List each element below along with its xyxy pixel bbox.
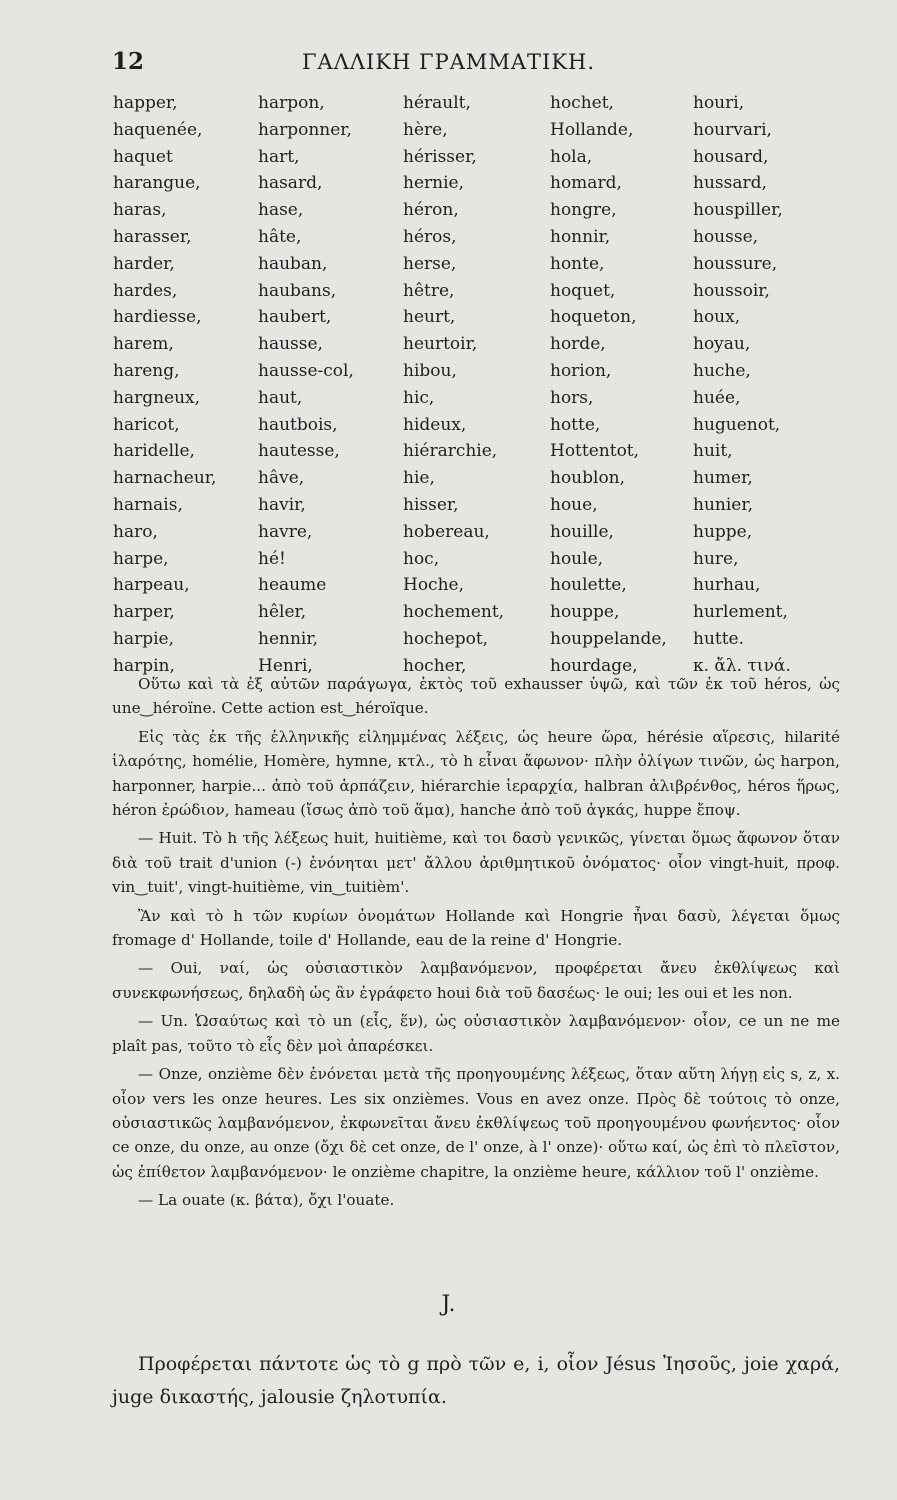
word-entry: heurtoir, [403, 334, 478, 355]
word-entry: hoc, [403, 548, 440, 569]
word-entry: haquenée, [113, 119, 203, 140]
word-entry: harnacheur, [113, 468, 217, 489]
word-entry: houe, [550, 494, 598, 515]
word-entry: κ. ἄλ. τινά. [693, 655, 791, 676]
word-entry: housard, [693, 146, 769, 167]
word-entry: harnais, [113, 494, 183, 515]
word-entry: hennir, [258, 628, 319, 649]
word-entry: hurhau, [693, 575, 761, 596]
word-entry: hase, [258, 200, 304, 221]
word-entry: harem, [113, 334, 174, 355]
running-title: ΓΑΛΛΙΚΗ ΓΡΑΜΜΑΤΙΚΗ. [301, 50, 596, 74]
word-column-2 [258, 90, 408, 680]
word-entry: houssure, [693, 253, 778, 274]
word-entry: houri, [693, 93, 745, 113]
word-entry: harponner, [258, 119, 352, 140]
word-entry: happer, [113, 93, 178, 113]
word-entry: hardiesse, [113, 307, 202, 328]
word-entry: hautbois, [258, 414, 338, 435]
word-entry: hérisser, [403, 146, 477, 167]
word-entry: hotte, [550, 414, 601, 435]
word-entry: hausse, [258, 334, 323, 355]
word-entry: héros, [403, 226, 457, 247]
word-entry: huppe, [693, 521, 753, 542]
word-entry: hiérarchie, [403, 441, 498, 462]
word-entry: houlette, [550, 575, 627, 596]
word-entry: homard, [550, 173, 622, 194]
paragraph-huit: — Huit. Τὸ h τῆς λέξεως huit, huitième, καὶ τοι δασὺ γενικῶς, γίνεται ὅμως ἄφωνον ὅταν διὰ τοῦ trait d'union (-) ἑνόνηται μετ' ἄλλου ἀριθμητικοῦ ὀνόματος· οἷον vingt-huit, προφ. vin‿tuit', vingt-huitième, vin‿tuitièm'. [112, 829, 840, 897]
word-entry: houspiller, [693, 200, 783, 221]
page-header [0, 48, 897, 82]
word-entry: hochement, [403, 602, 505, 623]
word-entry: huée, [693, 387, 741, 408]
paragraph-onze: — Onze, onzième δὲν ἑνόνεται μετὰ τῆς προηγουμένης λέξεως, ὅταν αὕτη λήγῃ εἰς s, z, x. οἷον vers les onze heures. Les six onzièmes. Vous en avez onze. Πρὸς δὲ τούτοις τὸ onze, οὐσιαστικῶς λαμβανόμενον, ἐκφωνεῖται ἄνευ ἐκθλίψεως τοῦ προηγουμένου φωνήεντος· οἷον ce onze, du onze, au onze (ὄχι δὲ cet onze, de l' onze, à l' onze)· οὕτω καί, ὡς ἐπὶ τὸ πλεῖστον, ὡς ἐπίθετον λαμβανόμενον· le onzième chapitre, la onzième heure, κάλλιον τοῦ l' onzième. [112, 1065, 840, 1181]
word-column-5 [693, 90, 843, 680]
word-entry: horion, [550, 360, 612, 381]
word-entry: hola, [550, 146, 593, 167]
paragraph-oui: — Oui, ναί, ὡς οὐσιαστικὸν λαμβανόμενον, προφέρεται ἄνευ ἐκθλίψεως καὶ συνεκφωνήσεως, δηλαδὴ ὡς ἂν ἐγράφετο houi διὰ τοῦ δασέως· le oui; les oui et les non. [112, 959, 840, 1002]
word-entry: hé! [258, 548, 286, 569]
word-entry: hêler, [258, 602, 307, 623]
word-entry: hourvari, [693, 119, 772, 140]
word-entry: Hoche, [403, 575, 464, 596]
word-entry: hargneux, [113, 387, 201, 408]
word-entry: hideux, [403, 414, 467, 435]
paragraph-greek-words: Εἰς τὰς ἐκ τῆς ἑλληνικῆς εἰλημμένας λέξεις, ὡς heure ὥρα, hérésie αἵρεσις, hilarité ἱλαρότης, homélie, Homère, hymne, κτλ., τὸ h εἶναι ἄφωνον· πλὴν ὀλίγων τινῶν, ὡς harpon, harponner, harpie... ἀπὸ τοῦ ἁρπάζειν, hiérarchie ἱεραρχία, halbran ἁλιβρένθος, héros ἥρως, héron ἐρώδιον, hameau (ἴσως ἀπὸ τοῦ ἅμα), hanche ἀπὸ τοῦ ἀγκάς, huppe ἔποψ. [112, 727, 840, 820]
word-entry: hochepot, [403, 628, 489, 649]
word-entry: haubans, [258, 280, 337, 301]
word-entry: hareng, [113, 360, 180, 381]
word-entry: harper, [113, 602, 175, 623]
word-entry: hérault, [403, 93, 471, 113]
word-entry: huche, [693, 360, 751, 381]
word-entry: houppe, [550, 602, 620, 623]
word-entry: hausse-col, [258, 360, 354, 381]
word-entry: hardes, [113, 280, 178, 301]
word-entry: harpie, [113, 628, 174, 649]
word-entry: haridelle, [113, 441, 195, 462]
word-entry: honte, [550, 253, 605, 274]
word-entry: hussard, [693, 173, 767, 194]
word-entry: Henri, [258, 655, 313, 676]
word-entry: harpon, [258, 93, 325, 113]
word-entry: houx, [693, 307, 741, 328]
word-entry: Hollande, [550, 119, 634, 140]
word-entry: heaume [258, 575, 327, 596]
word-column-1 [113, 90, 263, 680]
word-entry: hie, [403, 468, 435, 489]
word-entry: haubert, [258, 307, 332, 328]
word-entry: harangue, [113, 173, 201, 194]
word-entry: housse, [693, 226, 759, 247]
word-entry: herse, [403, 253, 457, 274]
word-entry: harpin, [113, 655, 175, 676]
word-entry: hic, [403, 387, 435, 408]
word-entry: hongre, [550, 200, 617, 221]
word-entry: houle, [550, 548, 604, 569]
word-entry: haricot, [113, 414, 180, 435]
word-entry: houppelande, [550, 628, 667, 649]
word-entry: hunier, [693, 494, 754, 515]
word-entry: hibou, [403, 360, 457, 381]
word-entry: hauban, [258, 253, 328, 274]
word-entry: harpe, [113, 548, 169, 569]
section-text: Προφέρεται πάντοτε ὡς τὸ g πρὸ τῶν e, i, οἷον Jésus Ἰησοῦς, joie χαρά, juge δικαστής, jalousie ζηλοτυπία. [112, 1353, 840, 1408]
word-entry: houille, [550, 521, 614, 542]
word-entry: huguenot, [693, 414, 781, 435]
word-entry: hoyau, [693, 334, 751, 355]
word-entry: hart, [258, 146, 300, 167]
word-entry: hoquet, [550, 280, 616, 301]
word-entry: haquet [113, 146, 173, 167]
paragraph-un: — Un. Ὡσαύτως καὶ τὸ un (εἷς, ἕν), ὡς οὐσιαστικὸν λαμβανόμενον· οἷον, ce un ne me plaît pas, τοῦτο τὸ εἷς δὲν μοὶ ἀπαρέσκει. [112, 1012, 840, 1055]
word-entry: hasard, [258, 173, 323, 194]
word-entry: humer, [693, 468, 753, 489]
word-entry: havir, [258, 494, 306, 515]
word-entry: héron, [403, 200, 459, 221]
word-entry: hobereau, [403, 521, 490, 542]
word-entry: hêtre, [403, 280, 455, 301]
word-entry: hocher, [403, 655, 467, 676]
word-entry: hourdage, [550, 655, 638, 676]
word-entry: hure, [693, 548, 739, 569]
word-entry: harder, [113, 253, 175, 274]
word-entry: harasser, [113, 226, 192, 247]
word-entry: hère, [403, 119, 448, 140]
section-heading: J. [441, 1292, 456, 1317]
word-entry: hoqueton, [550, 307, 637, 328]
word-entry: hurlement, [693, 602, 788, 623]
paragraph-ouate: — La ouate (κ. βάτα), ὄχι l'ouate. [138, 1191, 395, 1210]
word-entry: hisser, [403, 494, 459, 515]
word-entry: haras, [113, 200, 167, 221]
word-entry: hochet, [550, 93, 614, 113]
word-entry: havre, [258, 521, 313, 542]
word-entry: houssoir, [693, 280, 770, 301]
page-number: 12 [112, 48, 145, 75]
word-entry: huit, [693, 441, 733, 462]
paragraph-derivatives: Οὕτω καὶ τὰ ἐξ αὐτῶν παράγωγα, ἐκτὸς τοῦ exhausser ὑψῶ, καὶ τῶν ἐκ τοῦ héros, ὡς une‿héroïne. Cette action est‿héroïque. [112, 675, 840, 718]
word-entry: Hottentot, [550, 441, 640, 462]
word-entry: harpeau, [113, 575, 190, 596]
body-text [112, 672, 840, 1217]
word-column-4 [550, 90, 700, 680]
word-entry: hernie, [403, 173, 464, 194]
word-entry: honnir, [550, 226, 611, 247]
word-entry: haut, [258, 387, 303, 408]
word-entry: hutte. [693, 628, 745, 649]
word-column-3 [403, 90, 553, 680]
word-entry: hâve, [258, 468, 305, 489]
word-entry: hors, [550, 387, 594, 408]
paragraph-proper-names: Ἂν καὶ τὸ h τῶν κυρίων ὀνομάτων Hollande καὶ Hongrie ἦναι δασὺ, λέγεται ὅμως fromage d' Hollande, toile d' Hollande, eau de la reine d' Hongrie. [112, 906, 840, 950]
word-entry: houblon, [550, 468, 626, 489]
word-entry: horde, [550, 334, 606, 355]
word-entry: hautesse, [258, 441, 340, 462]
word-entry: hâte, [258, 226, 302, 247]
word-entry: haro, [113, 521, 158, 542]
word-entry: heurt, [403, 307, 456, 328]
